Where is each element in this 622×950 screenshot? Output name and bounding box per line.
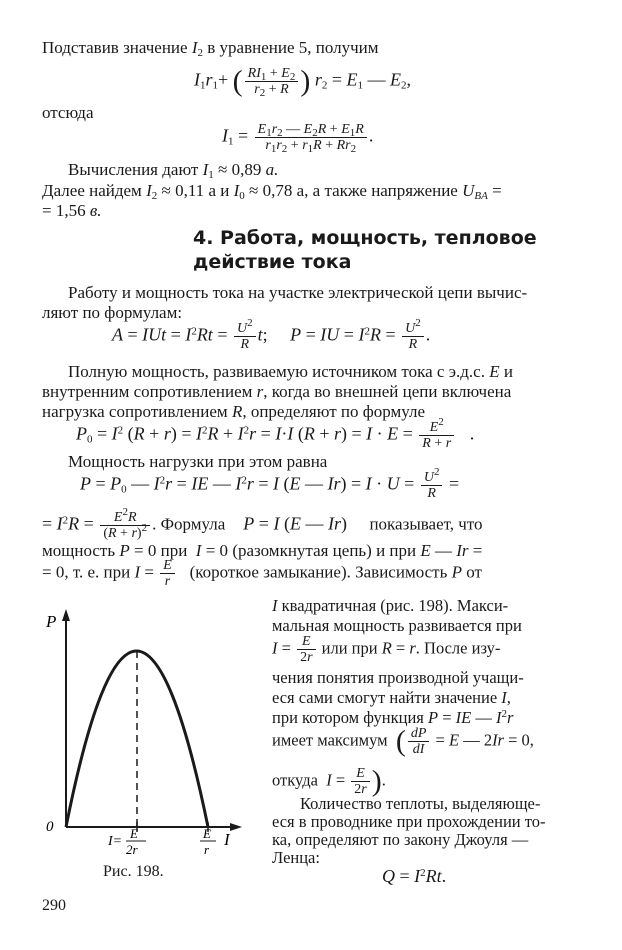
text-line: при котором функция P = IE — $I^2r$ [272,708,514,727]
text-line: Вычисления дают $I_1 \approx 0,89$ а. [68,160,279,181]
text-fragment: от [466,562,482,582]
text-fragment: мощность [42,541,116,560]
text-fragment: (разомкнутая цепь) и при [232,541,417,560]
text-line: нагрузка сопротивлением R, определяют по формуле [42,402,426,421]
text-fragment: и [503,362,513,381]
text-fragment: = 0, т. е. при [42,562,131,582]
text-fragment: в. [89,201,102,220]
text-fragment: Подставив значение [42,38,188,57]
text-line [42,303,622,323]
heading-line: действие тока [193,251,352,273]
text-fragment: Мощность нагрузки при этом равна [68,452,328,471]
text-line: I квадратичная (рис. 198). Макси- [272,596,509,615]
axis-i-label: I [224,830,230,849]
page-number [42,896,622,916]
text-fragment: или при [321,638,378,658]
text-fragment: еся в проводнике при прохождении то- [272,812,546,831]
section-heading-2 [193,250,351,274]
text-fragment: Далее найдем [42,181,142,200]
text-line [42,201,622,221]
text-line: внутренним сопротивлением r, когда во внешней цепи включена [42,382,512,401]
text-line [272,830,592,850]
text-line: откуда I = $\frac{E}{2r}$ ). [272,764,386,798]
text-fragment: Работу и мощность тока на участке электрической цепи вычис- [68,283,528,302]
text-fragment: (короткое замыкание). Зависимость [189,562,448,582]
text-fragment: . Формула [152,514,226,534]
text-line [68,452,622,472]
text-line: Подставив значение $I_2$ в уравнение 5, получим [42,38,379,59]
text-fragment: показывает, что [369,514,483,534]
text-fragment: а и [208,181,230,200]
text-fragment: , когда во внешней цепи включена [263,382,512,401]
text-line: имеет максимум ( $\frac{dP}{dI}$ = E — 2Ir = 0, [272,724,534,758]
text-fragment: = 1,56 [42,201,86,220]
heading-line: 4. Работа, мощность, тепловое [193,227,537,249]
text-line: = 0, т. е. при I = $\frac{E}{r}$ (короткое замыкание). Зависимость P от [42,558,482,589]
text-line [272,848,592,868]
text-fragment: Ленца: [272,848,320,867]
text-line: мощность P = 0 при I = 0 (разомкнутая цепь) и при E — Ir = [42,541,483,560]
text-line: Далее найдем $I_2 \approx 0,11$ а и $I_0 \approx 0,78$ а, а также напряжение $U_{BA}$ = [42,181,502,202]
text-line [272,668,592,688]
text-line [68,283,622,303]
text-fragment: чения понятия производной учащи- [272,668,524,687]
text-fragment: ляют по формулам: [42,303,183,322]
equation-5: $P = P_0$ — $I^2r$ = IE — $I^2r = I$ (E — Ir) = I · U = $\frac{U^2}{R}$ = [80,466,460,501]
text-line: Полную мощность, развиваемую источником тока с э.д.с. E и [68,362,513,381]
section-heading [193,226,537,250]
text-fragment: квадратичная (рис. 198). Макси- [281,596,509,615]
equation-4: $P_0 = I^2$ $(R + r) = I^2R + I^2r = I\cdot I$ (R + r) = I · E = $\frac{E^2}{R + r}$ . [76,416,475,451]
text-fragment: а, а также напряжение [296,181,458,200]
text-line [300,794,620,814]
label-2r-den: 2r [126,842,138,857]
text-fragment: внутренним сопротивлением [42,382,253,401]
text-fragment: Полную мощность, развиваемую источником тока с э.д.с. [68,362,485,381]
text-fragment: в уравнение 5, получим [207,38,379,57]
equation-3: A = IUt = $I^2Rt$ = $\frac{U^2}{R}$ t; P = IU = $I^2R$ = $\frac{U^2}{R}$ . [112,317,431,352]
text-fragment: Количество теплоты, выделяюще- [300,794,541,813]
text-fragment: . После изу- [415,638,501,658]
text-line [272,812,592,832]
text-line: еся сами смогут найти значение I, [272,688,511,707]
text-fragment: ≈ 0,89 [218,160,262,179]
label-e-num-2: E [203,826,211,841]
label-i-eq: I= [108,834,123,849]
p-axis-arrow [62,609,70,621]
text-fragment: отсюда [42,103,94,122]
origin-label: 0 [46,819,54,835]
text-fragment: мальная мощность развивается при [272,616,522,635]
text-fragment: имеет максимум [272,730,388,750]
equation-joule: $Q = I^2Rt$. [382,866,447,886]
text-fragment: = [492,181,502,200]
equation-1: $I_1r_1+$ ( $\frac{RI_1 + E_2}{r_2 + R}$ ) $r_2 = E_1$ — $E_2$, [194,64,412,99]
axis-p-label: P [46,612,57,631]
text-fragment: нагрузка сопротивлением [42,402,228,421]
text-fragment: откуда [272,770,318,790]
text-fragment: еся сами смогут найти значение [272,688,498,707]
equation-2: $I_1$ = $\frac{E_1r_2 — E_2R + E_1R}{r_1r_2 + r_1R + Rr_2}$ . [222,122,374,155]
label-r-den: r [204,842,210,857]
figure-198 [38,605,250,870]
i-axis-arrow [230,823,242,831]
text-fragment: ка, определяют по закону Джоуля — [272,830,529,849]
text-fragment: при [160,541,188,560]
equation-6: = $I^2R$ = $\frac{E^2R}{(R + r)^2}$ . Формула P = I (E — Ir) показывает, что [42,506,483,541]
text-fragment: , определяют по формуле [242,402,426,421]
text-fragment: Вычисления дают [68,160,199,179]
caption-text: Рис. 198. [103,863,164,880]
text-fragment: при котором функция [272,708,424,727]
text-fragment: а. [265,160,279,179]
page-number-text: 290 [42,897,66,914]
text-line [272,616,592,636]
label-e-num: E [130,826,138,841]
text-fragment: ≈ 0,11 [161,181,205,200]
text-fragment: ≈ 0,78 [249,181,293,200]
text-line: I = $\frac{E}{2r}$ или при R = r. После изу- [272,634,501,665]
text-line [42,103,622,123]
